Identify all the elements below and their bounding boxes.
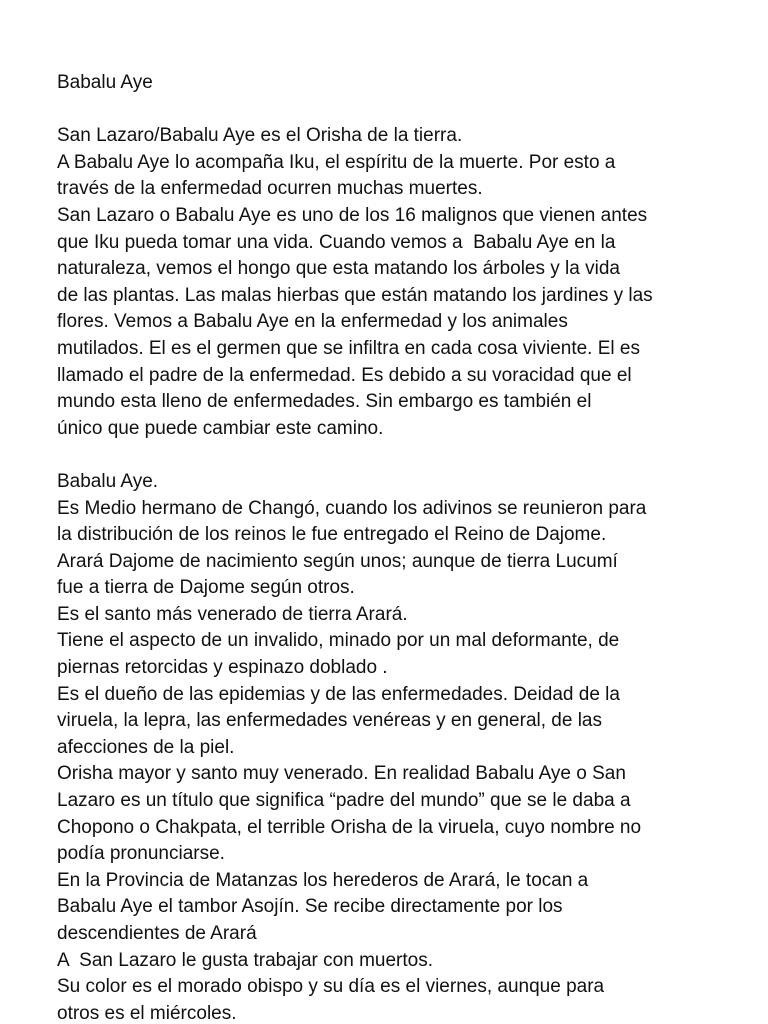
paragraph-line: Su color es el morado obispo y su día es el viernes, aunque para — [57, 976, 605, 998]
section-heading: Babalu Aye. — [57, 470, 159, 492]
paragraph-line: otros es el miércoles. — [57, 1002, 237, 1024]
paragraph-line: la distribución de los reinos le fue entregado el Reino de Dajome. — [57, 524, 607, 546]
paragraph-line: Tiene el aspecto de un invalido, minado por un mal deformante, de — [57, 630, 620, 652]
paragraph-line: mundo esta lleno de enfermedades. Sin embargo es también el — [57, 391, 592, 413]
paragraph-line: que Iku pueda tomar una vida. Cuando vemos a Babalu Aye en la — [57, 231, 616, 253]
paragraph-line: Es el dueño de las epidemias y de las enfermedades. Deidad de la — [57, 683, 620, 705]
paragraph-line: de las plantas. Las malas hierbas que están matando los jardines y las — [57, 284, 653, 306]
paragraph-line: podía pronunciarse. — [57, 843, 225, 865]
paragraph-line: Arará Dajome de nacimiento según unos; aunque de tierra Lucumí — [57, 550, 618, 572]
paragraph-line: llamado el padre de la enfermedad. Es debido a su voracidad que el — [57, 364, 632, 386]
paragraph-line: Chopono o Chakpata, el terrible Orisha de la viruela, cuyo nombre no — [57, 816, 642, 838]
paragraph-line: naturaleza, vemos el hongo que esta matando los árboles y la vida — [57, 258, 620, 280]
paragraph-line: Orisha mayor y santo muy venerado. En realidad Babalu Aye o San — [57, 763, 626, 785]
paragraph-line: Es el santo más venerado de tierra Arará. — [57, 603, 408, 625]
paragraph-line: descendientes de Arará — [57, 923, 257, 944]
paragraph-line: afecciones de la piel. — [57, 736, 235, 758]
paragraph-line: flores. Vemos a Babalu Aye en la enfermedad y los animales — [57, 311, 568, 333]
paragraph-line: mutilados. El es el germen que se infiltra en cada cosa viviente. El es — [57, 337, 640, 359]
paragraph-line: Es Medio hermano de Changó, cuando los adivinos se reunieron para — [57, 497, 647, 519]
paragraph-line: San Lazaro/Babalu Aye es el Orisha de la tierra. — [57, 125, 463, 147]
paragraph-line: A San Lazaro le gusta trabajar con muertos. — [57, 949, 433, 971]
paragraph-line: piernas retorcidas y espinazo doblado . — [57, 657, 388, 679]
paragraph-line: través de la enfermedad ocurren muchas muertes. — [57, 178, 483, 200]
paragraph-line: viruela, la lepra, las enfermedades venéreas y en general, de las — [57, 710, 602, 732]
paragraph-line: San Lazaro o Babalu Aye es uno de los 16 malignos que vienen antes — [57, 204, 648, 226]
paragraph-line: Babalu Aye el tambor Asojín. Se recibe directamente por los — [57, 896, 563, 918]
paragraph-line: En la Provincia de Matanzas los herederos de Arará, le tocan a — [57, 869, 589, 891]
paragraph-line: Lazaro es un título que significa “padre del mundo” que se le daba a — [57, 790, 631, 812]
document-title: Babalu Aye — [57, 72, 153, 93]
blank-line — [57, 97, 737, 124]
blank-line — [57, 442, 737, 469]
paragraph-line: único que puede cambiar este camino. — [57, 417, 384, 439]
paragraph-line: A Babalu Aye lo acompaña Iku, el espíritu de la muerte. Por esto a — [57, 151, 616, 173]
document-body — [57, 70, 737, 1024]
paragraph-line: fue a tierra de Dajome según otros. — [57, 577, 355, 599]
